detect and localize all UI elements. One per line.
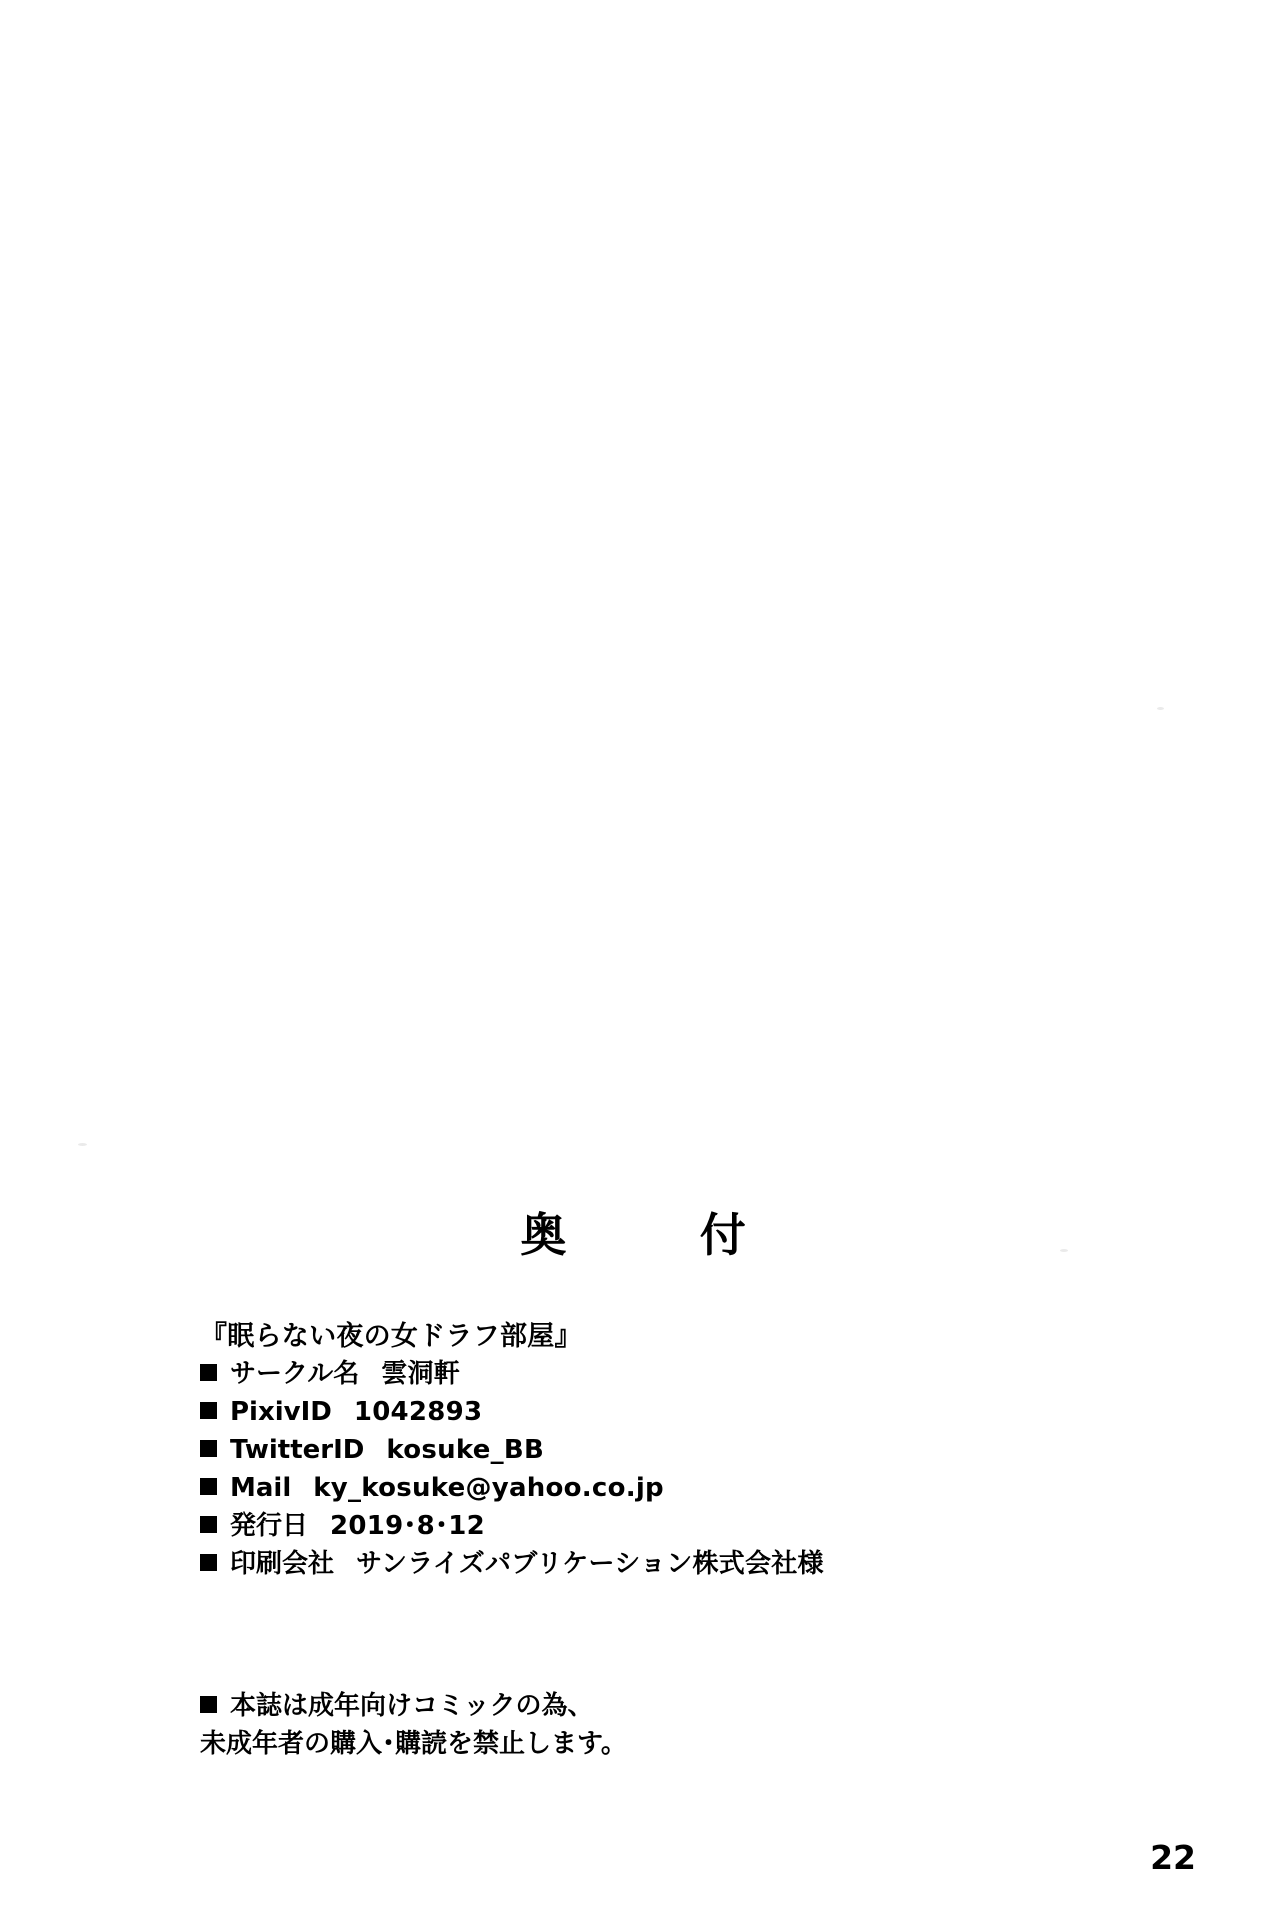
entry-value: ky_kosuke@yahoo.co.jp: [313, 1473, 664, 1504]
square-bullet-icon: [200, 1554, 217, 1571]
square-bullet-icon: [200, 1516, 217, 1533]
entry-value: 1042893: [353, 1397, 483, 1428]
paper-speck: [78, 1143, 87, 1146]
page-number: 22: [1150, 1838, 1196, 1877]
list-item: [200, 1546, 1100, 1584]
notice-text-1: 本誌は成年向けコミックの為、: [230, 1691, 594, 1721]
colophon-block: [200, 1318, 1100, 1584]
square-bullet-icon: [200, 1364, 217, 1381]
entry-label: PixivID: [230, 1397, 332, 1428]
entry-value: 2019･8･12: [330, 1511, 485, 1542]
entry-label: 印刷会社: [230, 1549, 335, 1580]
list-item: [200, 1470, 1100, 1508]
age-restriction-notice: [200, 1688, 1100, 1764]
list-item: [200, 1432, 1100, 1470]
square-bullet-icon: [200, 1440, 217, 1457]
list-item: [200, 1394, 1100, 1432]
entry-value: kosuke_BB: [386, 1435, 545, 1466]
entry-label: TwitterID: [230, 1435, 365, 1466]
entry-value: サンライズパブリケーション株式会社様: [356, 1549, 824, 1580]
entry-label: サークル名: [230, 1359, 360, 1390]
notice-line-2: [200, 1726, 1100, 1764]
square-bullet-icon: [200, 1478, 217, 1495]
colophon-list: [200, 1356, 1100, 1584]
paper-speck: [1157, 707, 1164, 710]
entry-value: 雲洞軒: [381, 1359, 461, 1390]
entry-label: 発行日: [230, 1511, 309, 1542]
notice-text-2: 未成年者の購入･購読を禁止します。: [200, 1728, 627, 1759]
work-title: 『眠らない夜の女ドラフ部屋』: [200, 1321, 582, 1352]
page-title: 奥 付: [520, 1208, 760, 1262]
list-item: [200, 1356, 1100, 1394]
list-item: [200, 1508, 1100, 1546]
notice-line-1: [200, 1688, 1100, 1726]
square-bullet-icon: [200, 1696, 217, 1713]
square-bullet-icon: [200, 1402, 217, 1419]
entry-label: Mail: [230, 1473, 292, 1504]
